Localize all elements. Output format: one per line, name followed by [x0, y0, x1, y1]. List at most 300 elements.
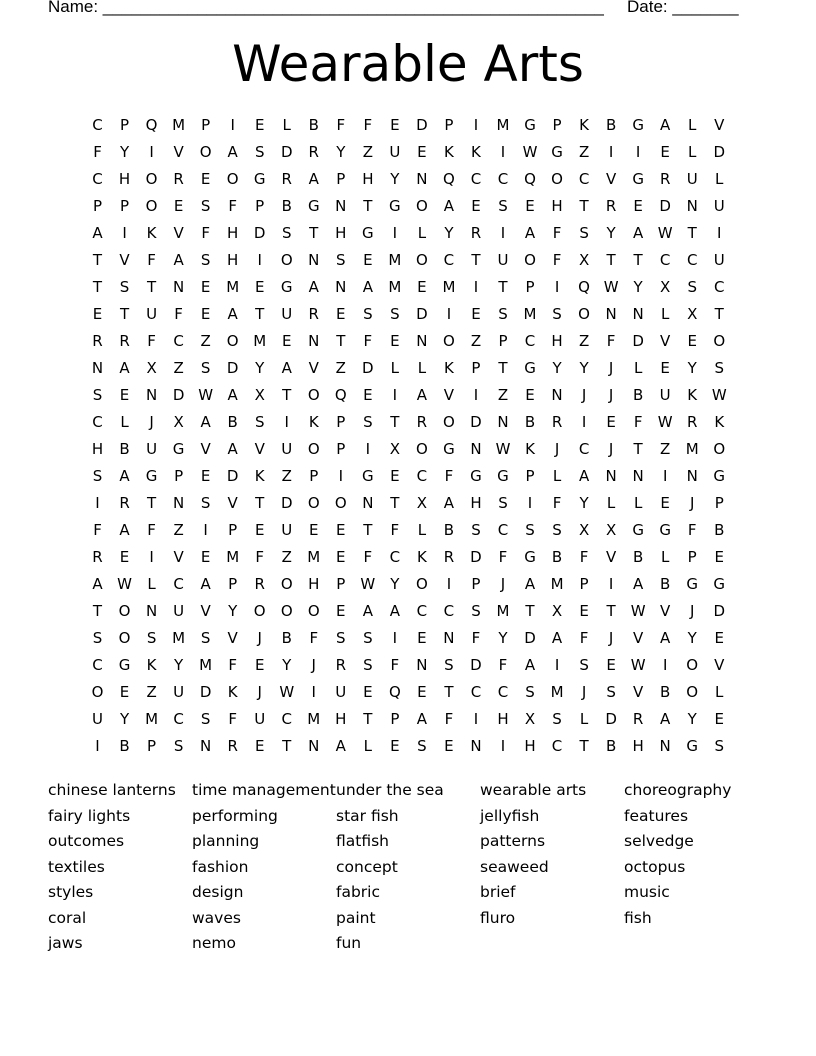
- grid-letter: P: [120, 196, 130, 215]
- grid-letter: G: [253, 169, 266, 188]
- grid-letter: Y: [444, 223, 454, 242]
- grid-letter: A: [633, 575, 644, 594]
- grid-letter: M: [307, 548, 321, 567]
- grid-letter: I: [284, 412, 289, 431]
- grid-letter: I: [662, 656, 668, 675]
- grid-letter: D: [470, 548, 482, 567]
- word-list-item: performing: [192, 806, 278, 825]
- grid-letter: O: [145, 196, 158, 215]
- grid-letter: E: [390, 115, 400, 134]
- grid-letter: R: [281, 169, 292, 188]
- grid-letter: P: [525, 277, 535, 296]
- grid-letter: F: [444, 710, 454, 729]
- grid-letter: E: [119, 548, 130, 567]
- grid-letter: Z: [173, 520, 184, 539]
- grid-letter: N: [172, 277, 185, 296]
- grid-letter: S: [200, 196, 211, 215]
- grid-letter: H: [362, 169, 374, 188]
- grid-letter: I: [338, 466, 344, 485]
- grid-letter: A: [308, 169, 319, 188]
- grid-letter: V: [714, 115, 725, 134]
- grid-letter: N: [308, 250, 320, 269]
- grid-letter: H: [632, 737, 644, 756]
- grid-letter: S: [254, 412, 265, 431]
- grid-letter: N: [632, 304, 644, 323]
- word-list-item: selvedge: [624, 832, 694, 850]
- grid-letter: R: [308, 142, 319, 161]
- grid-letter: G: [713, 466, 726, 485]
- grid-letter: P: [336, 169, 346, 188]
- word-list-item: features: [624, 806, 689, 825]
- grid-letter: N: [686, 466, 698, 485]
- grid-letter: Y: [390, 575, 400, 594]
- grid-letter: P: [336, 439, 346, 458]
- grid-letter: I: [717, 223, 722, 242]
- grid-letter: O: [524, 250, 536, 269]
- grid-letter: K: [714, 412, 725, 431]
- grid-letter: P: [336, 575, 346, 594]
- grid-letter: D: [362, 358, 374, 377]
- grid-letter: G: [686, 737, 699, 756]
- grid-letter: N: [362, 493, 374, 512]
- word-list-item: wearable arts: [480, 781, 587, 799]
- grid-letter: P: [120, 115, 130, 134]
- grid-letter: I: [500, 737, 506, 756]
- grid-letter: N: [335, 277, 347, 296]
- grid-letter: J: [149, 412, 154, 431]
- grid-letter: H: [335, 710, 347, 729]
- grid-letter: G: [524, 548, 536, 567]
- word-list-item: fish: [624, 908, 652, 927]
- grid-letter: O: [686, 683, 699, 702]
- grid-letter: I: [662, 466, 668, 485]
- grid-letter: C: [416, 602, 428, 621]
- grid-letter: A: [227, 439, 238, 458]
- grid-letter: G: [443, 439, 455, 458]
- grid-letter: I: [635, 142, 641, 161]
- grid-letter: A: [227, 304, 238, 323]
- grid-letter: K: [444, 358, 454, 377]
- grid-letter: S: [687, 277, 697, 296]
- grid-letter: V: [227, 493, 238, 512]
- grid-letter: L: [688, 115, 697, 134]
- grid-letter: M: [442, 277, 456, 296]
- grid-letter: G: [362, 223, 374, 242]
- grid-letter: A: [92, 575, 103, 594]
- word-list-item: concept: [336, 857, 398, 876]
- grid-letter: O: [226, 169, 239, 188]
- grid-letter: K: [227, 683, 238, 702]
- grid-letter: J: [257, 683, 262, 702]
- grid-letter: P: [444, 115, 454, 134]
- grid-letter: V: [308, 358, 319, 377]
- grid-letter: C: [497, 683, 509, 702]
- grid-letter: I: [608, 142, 614, 161]
- grid-letter: K: [579, 115, 589, 134]
- grid-letter: F: [390, 520, 400, 539]
- grid-letter: W: [630, 656, 646, 675]
- grid-letter: N: [605, 466, 617, 485]
- grid-letter: O: [307, 493, 320, 512]
- grid-letter: T: [498, 358, 508, 377]
- grid-letter: Y: [579, 493, 589, 512]
- grid-letter: G: [497, 466, 509, 485]
- grid-letter: F: [93, 142, 102, 161]
- grid-letter: S: [552, 304, 562, 323]
- grid-letter: B: [281, 196, 292, 215]
- grid-letter: U: [146, 439, 158, 458]
- grid-letter: H: [524, 737, 536, 756]
- grid-letter: V: [227, 629, 238, 648]
- grid-letter: A: [443, 196, 455, 215]
- grid-letter: O: [415, 250, 428, 269]
- grid-letter: R: [632, 710, 644, 729]
- grid-letter: E: [714, 710, 724, 729]
- grid-letter: D: [226, 358, 239, 377]
- grid-letter: B: [227, 412, 238, 431]
- grid-letter: P: [552, 115, 562, 134]
- grid-letter: D: [253, 223, 266, 242]
- grid-letter: J: [608, 358, 614, 377]
- grid-letter: C: [497, 520, 509, 539]
- grid-letter: S: [200, 629, 211, 648]
- grid-letter: S: [498, 196, 508, 215]
- grid-letter: K: [146, 656, 157, 675]
- grid-letter: U: [713, 196, 725, 215]
- grid-letter: Z: [362, 142, 373, 161]
- grid-letter: A: [92, 223, 103, 242]
- grid-letter: L: [660, 548, 670, 567]
- grid-letter: K: [471, 142, 481, 161]
- grid-letter: T: [714, 304, 724, 323]
- grid-letter: T: [525, 602, 535, 621]
- grid-letter: J: [554, 439, 560, 458]
- grid-letter: M: [550, 683, 564, 702]
- grid-letter: A: [660, 629, 671, 648]
- grid-letter: I: [257, 250, 262, 269]
- grid-letter: N: [443, 629, 455, 648]
- grid-letter: P: [525, 466, 535, 485]
- grid-letter: R: [254, 575, 265, 594]
- grid-letter: Z: [470, 331, 482, 350]
- grid-letter: L: [417, 520, 427, 539]
- grid-letter: U: [173, 602, 185, 621]
- grid-letter: B: [119, 737, 130, 756]
- grid-letter: E: [119, 683, 130, 702]
- grid-letter: T: [146, 277, 157, 296]
- grid-letter: O: [334, 493, 347, 512]
- grid-letter: I: [446, 575, 452, 594]
- grid-letter: C: [92, 115, 103, 134]
- grid-letter: A: [633, 223, 644, 242]
- grid-letter: S: [336, 250, 346, 269]
- grid-letter: V: [605, 548, 617, 567]
- grid-letter: G: [686, 575, 699, 594]
- grid-letter: J: [608, 385, 614, 404]
- grid-letter: Y: [174, 656, 184, 675]
- grid-letter: O: [415, 439, 428, 458]
- grid-letter: K: [525, 439, 535, 458]
- grid-letter: E: [417, 142, 427, 161]
- grid-letter: S: [471, 520, 481, 539]
- grid-letter: I: [230, 115, 235, 134]
- grid-letter: S: [417, 737, 427, 756]
- grid-letter: O: [253, 602, 266, 621]
- grid-letter: O: [118, 602, 131, 621]
- grid-letter: P: [174, 466, 184, 485]
- grid-letter: A: [551, 629, 563, 648]
- grid-letter: R: [173, 169, 184, 188]
- grid-letter: V: [200, 439, 211, 458]
- grid-letter: W: [495, 439, 511, 458]
- grid-letter: S: [579, 656, 589, 675]
- grid-letter: S: [579, 223, 589, 242]
- grid-letter: Q: [334, 385, 347, 404]
- grid-letter: L: [579, 710, 589, 729]
- grid-letter: R: [551, 412, 563, 431]
- grid-letter: A: [227, 385, 238, 404]
- grid-letter: P: [579, 575, 589, 594]
- grid-letter: U: [281, 304, 293, 323]
- grid-letter: F: [363, 548, 373, 567]
- grid-letter: I: [392, 385, 398, 404]
- grid-letter: Y: [633, 277, 643, 296]
- grid-letter: P: [147, 737, 157, 756]
- grid-letter: W: [360, 575, 376, 594]
- grid-letter: E: [660, 493, 670, 512]
- word-list-item: octopus: [624, 857, 686, 876]
- grid-letter: X: [524, 710, 536, 729]
- grid-letter: J: [500, 575, 506, 594]
- grid-letter: M: [550, 575, 564, 594]
- grid-letter: F: [498, 656, 508, 675]
- grid-letter: U: [713, 250, 725, 269]
- grid-letter: S: [146, 629, 157, 648]
- grid-letter: A: [660, 710, 671, 729]
- grid-letter: E: [254, 520, 265, 539]
- grid-letter: N: [497, 412, 509, 431]
- grid-letter: A: [362, 602, 373, 621]
- grid-letter: N: [470, 737, 482, 756]
- grid-letter: I: [581, 412, 587, 431]
- grid-letter: L: [282, 115, 291, 134]
- grid-letter: N: [470, 439, 482, 458]
- grid-letter: C: [578, 439, 590, 458]
- grid-letter: X: [254, 385, 265, 404]
- grid-letter: H: [308, 575, 320, 594]
- word-list-item: paint: [336, 908, 376, 927]
- word-list-item: fluro: [480, 908, 516, 927]
- grid-letter: D: [470, 412, 482, 431]
- grid-letter: L: [715, 169, 724, 188]
- grid-letter: H: [497, 710, 509, 729]
- grid-letter: M: [307, 710, 321, 729]
- grid-letter: N: [145, 385, 158, 404]
- word-list-item: seaweed: [480, 857, 549, 876]
- grid-letter: X: [551, 602, 563, 621]
- grid-letter: V: [714, 656, 725, 675]
- grid-letter: N: [416, 169, 428, 188]
- grid-letter: C: [497, 169, 509, 188]
- word-list-item: fabric: [336, 883, 380, 901]
- grid-letter: E: [200, 277, 211, 296]
- grid-letter: K: [687, 385, 698, 404]
- grid-letter: I: [446, 304, 452, 323]
- grid-letter: N: [172, 493, 185, 512]
- grid-letter: T: [633, 250, 643, 269]
- grid-letter: C: [281, 710, 292, 729]
- grid-letter: T: [119, 304, 130, 323]
- grid-letter: L: [606, 493, 616, 512]
- grid-letter: R: [659, 169, 671, 188]
- grid-letter: A: [119, 520, 130, 539]
- grid-letter: A: [281, 358, 292, 377]
- grid-letter: E: [417, 629, 427, 648]
- grid-letter: E: [281, 331, 292, 350]
- grid-letter: I: [527, 493, 533, 512]
- grid-letter: Q: [578, 277, 590, 296]
- grid-letter: O: [443, 412, 455, 431]
- grid-letter: G: [632, 115, 644, 134]
- grid-letter: E: [390, 737, 400, 756]
- grid-letter: S: [444, 656, 454, 675]
- grid-letter: U: [389, 142, 401, 161]
- grid-letter: S: [200, 710, 211, 729]
- grid-letter: U: [281, 439, 293, 458]
- grid-letter: M: [172, 629, 186, 648]
- grid-letter: K: [146, 223, 157, 242]
- grid-letter: O: [578, 304, 590, 323]
- grid-letter: Y: [119, 142, 130, 161]
- grid-letter: S: [281, 223, 292, 242]
- grid-letter: J: [608, 629, 614, 648]
- grid-letter: F: [633, 412, 643, 431]
- grid-letter: F: [579, 629, 589, 648]
- grid-letter: P: [498, 331, 508, 350]
- grid-letter: U: [497, 250, 509, 269]
- grid-letter: B: [632, 385, 644, 404]
- grid-letter: N: [416, 331, 428, 350]
- grid-letter: O: [199, 142, 212, 161]
- grid-letter: R: [227, 737, 238, 756]
- grid-letter: T: [390, 493, 400, 512]
- grid-letter: K: [444, 142, 454, 161]
- grid-letter: E: [336, 520, 346, 539]
- grid-letter: H: [551, 331, 563, 350]
- grid-letter: B: [443, 520, 455, 539]
- grid-letter: T: [363, 710, 373, 729]
- grid-letter: M: [172, 115, 186, 134]
- grid-letter: O: [415, 575, 428, 594]
- grid-letter: D: [524, 629, 536, 648]
- grid-letter: C: [92, 656, 103, 675]
- grid-letter: G: [659, 520, 671, 539]
- grid-letter: N: [308, 737, 320, 756]
- grid-letter: F: [336, 115, 346, 134]
- grid-letter: A: [389, 602, 400, 621]
- grid-letter: N: [91, 358, 104, 377]
- grid-letter: W: [522, 142, 538, 161]
- grid-letter: R: [119, 331, 130, 350]
- grid-letter: J: [608, 439, 614, 458]
- grid-letter: O: [307, 439, 320, 458]
- grid-letter: S: [498, 493, 508, 512]
- grid-letter: R: [416, 412, 428, 431]
- grid-letter: S: [363, 412, 373, 431]
- grid-letter: S: [714, 358, 724, 377]
- grid-letter: R: [92, 548, 103, 567]
- grid-letter: F: [147, 331, 156, 350]
- grid-letter: A: [524, 656, 536, 675]
- grid-letter: I: [392, 223, 398, 242]
- grid-letter: E: [336, 304, 346, 323]
- grid-letter: L: [120, 412, 129, 431]
- grid-letter: O: [280, 575, 293, 594]
- grid-letter: B: [605, 115, 617, 134]
- grid-letter: O: [226, 331, 239, 350]
- grid-letter: B: [308, 115, 319, 134]
- grid-letter: X: [173, 412, 184, 431]
- grid-letter: R: [308, 304, 319, 323]
- grid-letter: Z: [660, 439, 671, 458]
- grid-letter: P: [92, 196, 103, 215]
- grid-letter: S: [552, 710, 562, 729]
- grid-letter: G: [470, 466, 482, 485]
- grid-letter: E: [687, 331, 697, 350]
- grid-letter: X: [687, 304, 698, 323]
- grid-letter: O: [118, 629, 131, 648]
- grid-letter: L: [363, 737, 372, 756]
- grid-letter: E: [254, 737, 265, 756]
- grid-letter: E: [579, 602, 589, 621]
- grid-letter: G: [145, 466, 158, 485]
- word-list-item: fairy lights: [48, 806, 131, 825]
- grid-letter: I: [473, 385, 479, 404]
- grid-letter: F: [201, 223, 210, 242]
- word-list-item: patterns: [480, 832, 546, 850]
- grid-letter: A: [660, 115, 671, 134]
- grid-letter: X: [389, 439, 400, 458]
- grid-letter: L: [552, 466, 562, 485]
- grid-letter: F: [228, 710, 237, 729]
- grid-letter: G: [172, 439, 185, 458]
- grid-letter: F: [390, 656, 400, 675]
- grid-letter: G: [280, 277, 293, 296]
- grid-letter: O: [280, 602, 293, 621]
- name-field-line: Name: _____________________________________________________: [48, 0, 604, 16]
- grid-letter: Y: [390, 169, 400, 188]
- grid-letter: E: [471, 196, 481, 215]
- grid-letter: O: [91, 683, 104, 702]
- grid-letter: S: [200, 358, 211, 377]
- grid-letter: R: [686, 412, 698, 431]
- grid-letter: J: [689, 493, 695, 512]
- grid-letter: O: [280, 250, 293, 269]
- grid-letter: Z: [200, 331, 211, 350]
- grid-letter: F: [552, 493, 562, 512]
- grid-letter: X: [416, 493, 428, 512]
- page-title: Wearable Arts: [232, 35, 584, 93]
- grid-letter: C: [686, 250, 698, 269]
- grid-letter: S: [119, 277, 130, 296]
- grid-letter: M: [199, 656, 213, 675]
- grid-letter: B: [660, 575, 671, 594]
- grid-letter: T: [282, 385, 292, 404]
- grid-letter: L: [633, 358, 643, 377]
- grid-letter: Z: [497, 385, 509, 404]
- grid-letter: U: [146, 304, 158, 323]
- grid-letter: E: [417, 683, 427, 702]
